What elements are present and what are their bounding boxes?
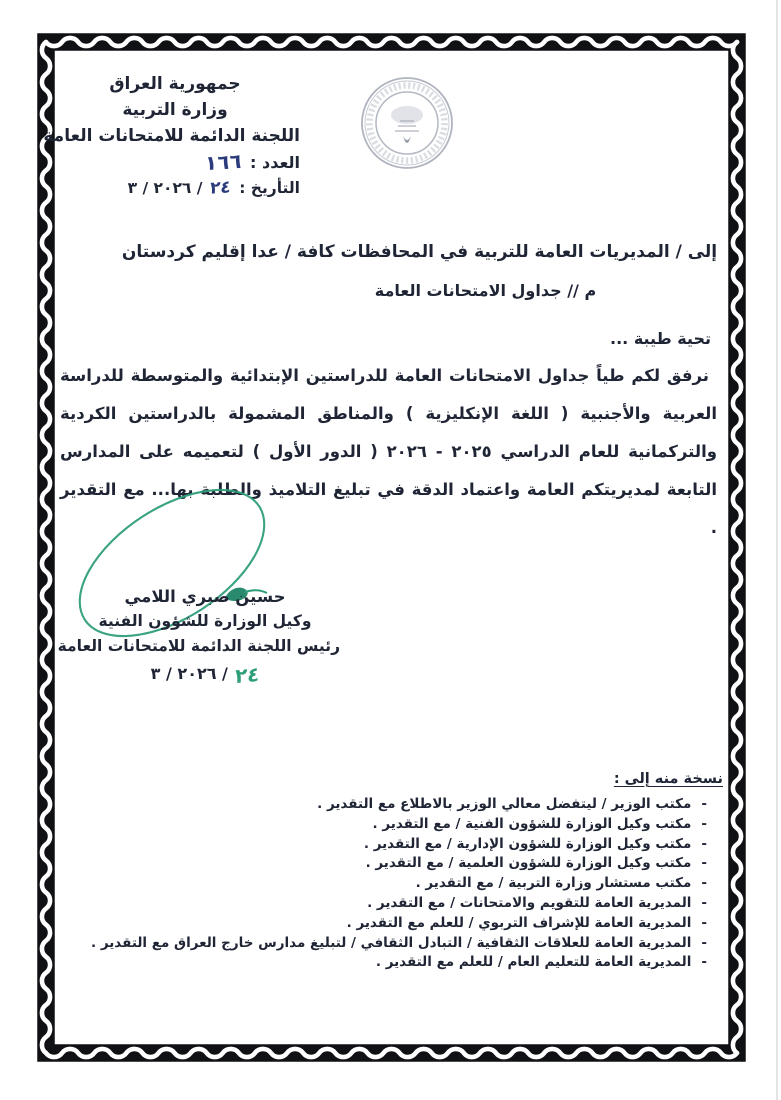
signature-block bbox=[57, 584, 340, 689]
copy-item: - المديرية العامة للتعليم العام / للعلم مع التقدير . bbox=[40, 953, 707, 973]
copy-item: - مكتب الوزير / ليتفضل معالي الوزير بالاطلاع مع التقدير . bbox=[40, 795, 707, 815]
copy-item: - مكتب مستشار وزارة التربية / مع التقدير . bbox=[40, 874, 707, 894]
greeting-line: تحية طيبة ... bbox=[610, 329, 711, 348]
photo-edge-shadow bbox=[776, 0, 778, 1100]
signer-title-2: رئيس اللجنة الدائمة للامتحانات العامة bbox=[57, 637, 340, 655]
copy-item: - مكتب وكيل الوزارة للشؤون الفنية / مع التقدير . bbox=[40, 815, 707, 835]
letter-number-row bbox=[50, 150, 300, 174]
copy-item: - مكتب وكيل الوزارة للشؤون العلمية / مع التقدير . bbox=[40, 854, 707, 874]
addressee-line: إلى / المديريات العامة للتربية في المحافظات كافة / عدا إقليم كردستان bbox=[121, 242, 718, 262]
subject-line: م // جداول الامتحانات العامة bbox=[374, 281, 597, 300]
ministry-round-seal-icon bbox=[360, 76, 454, 170]
copy-item: - المديرية العامة للتقويم والامتحانات / مع التقدير . bbox=[40, 894, 707, 914]
signature-date-printed: ٢٠٢٦ / ٣ / bbox=[150, 663, 228, 683]
letterhead-country: جمهورية العراق bbox=[109, 74, 241, 94]
copy-item: - المديرية العامة للإشراف التربوي / للعلم مع التقدير . bbox=[40, 914, 707, 934]
letter-date-row bbox=[50, 178, 300, 198]
letter-date-printed: ٢٠٢٦ / ٣ / bbox=[127, 179, 203, 197]
letter-number-label: العدد : bbox=[250, 152, 300, 172]
letter-date-day-handwritten: ٢٤ bbox=[209, 177, 232, 199]
signature-date-day-handwritten: ٢٤ bbox=[234, 661, 260, 689]
signer-name: حسين صبري اللامي bbox=[124, 587, 286, 606]
signer-title-1: وكيل الوزارة للشؤون الفنية bbox=[98, 612, 312, 630]
letterhead-ministry: وزارة التربية bbox=[122, 100, 228, 120]
letterhead-committee: اللجنة الدائمة للامتحانات العامة bbox=[43, 126, 300, 146]
copies-heading: نسخة منه إلى : bbox=[613, 771, 723, 787]
copy-item: - المديرية العامة للعلاقات الثقافية / التبادل الثقافي / لتبليغ مدارس خارج العراق مع التقدير . bbox=[40, 934, 707, 954]
copy-item: - مكتب وكيل الوزارة للشؤون الإدارية / مع التقدير . bbox=[40, 835, 707, 855]
signature-date-row bbox=[70, 661, 340, 689]
letter-body: نرفق لكم طياً جداول الامتحانات العامة للدراستين الإبتدائية والمتوسطة للدراسة العربية والأجنبية ( اللغة الإنكليزية ) والمناطق المشمولة بالدراستين الكردية والتركمانية للعام الدراسي ٢٠٢٥ - ٢٠٢٦ ( الدور الأول ) لتعميمه على المدارس التابعة لمديريتكم العامة واعتماد الدقة في تبليغ التلاميذ والطلبة بها... مع التقدير . bbox=[60, 366, 718, 537]
copies-list bbox=[40, 795, 707, 973]
letterhead bbox=[43, 71, 300, 149]
letter-date-label: التأريخ : bbox=[239, 179, 300, 197]
letter-number-handwritten: ١٦٦ bbox=[205, 148, 243, 176]
